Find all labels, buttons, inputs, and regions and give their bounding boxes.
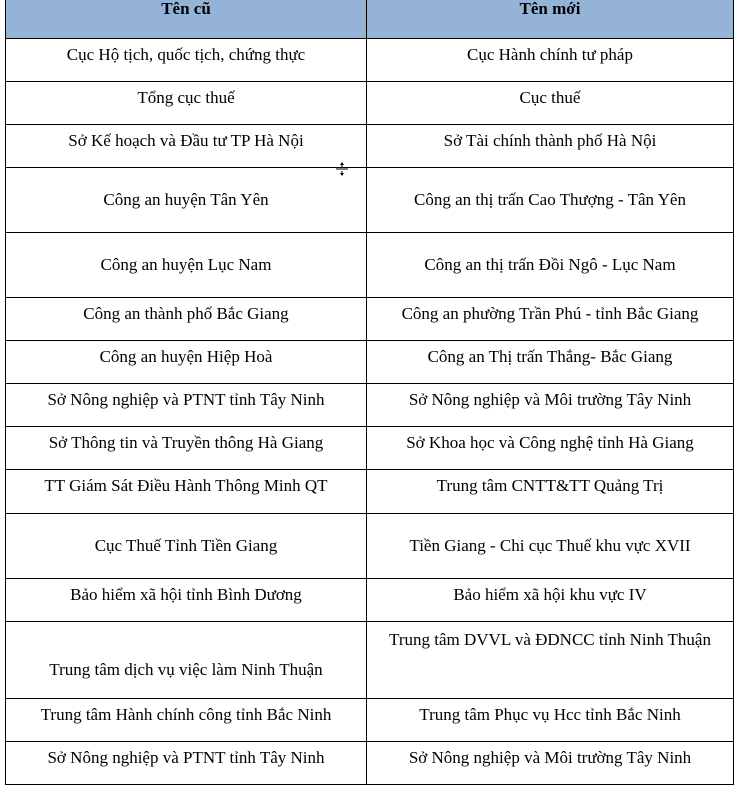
new-name-cell[interactable]: Sở Khoa học và Công nghệ tỉnh Hà Giang (367, 426, 734, 469)
old-name-cell[interactable]: Trung tâm Hành chính công tỉnh Bắc Ninh (6, 698, 367, 741)
old-name-cell[interactable]: Sở Nông nghiệp và PTNT tỉnh Tây Ninh (6, 741, 367, 784)
new-name-cell[interactable]: Tiền Giang - Chi cục Thuế khu vực XVII (367, 513, 734, 578)
rename-table (5, 0, 734, 785)
new-name-cell[interactable]: Sở Nông nghiệp và Môi trường Tây Ninh (367, 383, 734, 426)
table-row (6, 167, 734, 232)
new-name-cell[interactable]: Trung tâm CNTT&TT Quảng Trị (367, 469, 734, 513)
table-row (6, 297, 734, 340)
table-row (6, 513, 734, 578)
new-name-cell[interactable]: Bảo hiểm xã hội khu vực IV (367, 578, 734, 621)
new-name-cell[interactable]: Công an phường Trần Phú - tỉnh Bắc Giang (367, 297, 734, 340)
old-name-cell[interactable]: Sở Thông tin và Truyền thông Hà Giang (6, 426, 367, 469)
old-name-cell[interactable]: Trung tâm dịch vụ việc làm Ninh Thuận (6, 621, 367, 698)
column-header-new-name: Tên mới (367, 0, 734, 38)
table-row (6, 741, 734, 784)
table-row (6, 124, 734, 167)
new-name-cell[interactable]: Sở Nông nghiệp và Môi trường Tây Ninh (367, 741, 734, 784)
new-name-cell[interactable]: Công an thị trấn Đồi Ngô - Lục Nam (367, 232, 734, 297)
table-row (6, 469, 734, 513)
table-row (6, 426, 734, 469)
old-name-cell[interactable]: Công an thành phố Bắc Giang (6, 297, 367, 340)
old-name-cell[interactable]: Sở Kế hoạch và Đầu tư TP Hà Nội (6, 124, 367, 167)
table-row (6, 383, 734, 426)
table-row (6, 38, 734, 81)
table-row (6, 578, 734, 621)
old-name-cell[interactable]: Cục Hộ tịch, quốc tịch, chứng thực (6, 38, 367, 81)
old-name-cell[interactable]: Sở Nông nghiệp và PTNT tỉnh Tây Ninh (6, 383, 367, 426)
resize-cursor-icon (335, 162, 349, 176)
old-name-cell[interactable]: Bảo hiểm xã hội tỉnh Bình Dương (6, 578, 367, 621)
table-header-row (6, 0, 734, 38)
old-name-cell[interactable]: Công an huyện Tân Yên (6, 167, 367, 232)
old-name-cell[interactable]: TT Giám Sát Điều Hành Thông Minh QT (6, 469, 367, 513)
column-header-old-name: Tên cũ (6, 0, 367, 38)
new-name-cell[interactable]: Cục thuế (367, 81, 734, 124)
new-name-cell[interactable]: Trung tâm Phục vụ Hcc tỉnh Bắc Ninh (367, 698, 734, 741)
table-row (6, 698, 734, 741)
table-row (6, 232, 734, 297)
old-name-cell[interactable]: Công an huyện Hiệp Hoà (6, 340, 367, 383)
table-row (6, 81, 734, 124)
old-name-cell[interactable]: Cục Thuế Tỉnh Tiền Giang (6, 513, 367, 578)
old-name-cell[interactable]: Công an huyện Lục Nam (6, 232, 367, 297)
table-row (6, 621, 734, 698)
new-name-cell[interactable]: Công an thị trấn Cao Thượng - Tân Yên (367, 167, 734, 232)
table-row (6, 340, 734, 383)
new-name-cell[interactable]: Cục Hành chính tư pháp (367, 38, 734, 81)
new-name-cell[interactable]: Sở Tài chính thành phố Hà Nội (367, 124, 734, 167)
old-name-cell[interactable]: Tổng cục thuế (6, 81, 367, 124)
new-name-cell[interactable]: Trung tâm DVVL và ĐDNCC tỉnh Ninh Thuận (367, 621, 734, 698)
new-name-cell[interactable]: Công an Thị trấn Thắng- Bắc Giang (367, 340, 734, 383)
